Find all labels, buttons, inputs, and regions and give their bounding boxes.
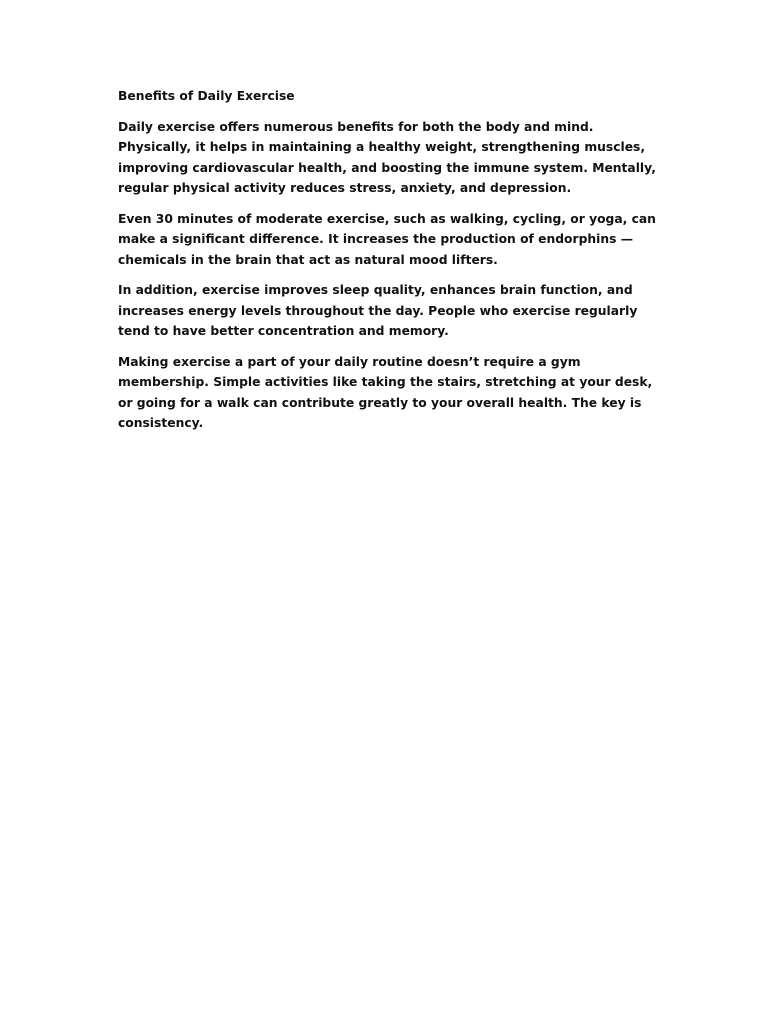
paragraph-2: Even 30 minutes of moderate exercise, such as walking, cycling, or yoga, can make a significant difference. It increases the production of endorphins — chemicals in the brain that act as natural mood lifters. <box>118 211 656 267</box>
document-title: Benefits of Daily Exercise <box>118 89 295 103</box>
paragraph-3: In addition, exercise improves sleep quality, enhances brain function, and increases energy levels throughout the day. People who exercise regularly tend to have better concentration and memory. <box>118 283 638 338</box>
paragraph-4: Making exercise a part of your daily routine doesn’t require a gym membership. Simple activities like taking the stairs, stretching at your desk, or going for a walk can contribute greatly to your overall health. The key is consistency. <box>118 354 653 430</box>
document-body <box>118 86 658 444</box>
paragraph-1: Daily exercise offers numerous benefits for both the body and mind. Physically, it helps in maintaining a healthy weight, strengthening muscles, improving cardiovascular health, and boosting the immune system. Mentally, regular physical activity reduces stress, anxiety, and depression. <box>118 119 656 195</box>
